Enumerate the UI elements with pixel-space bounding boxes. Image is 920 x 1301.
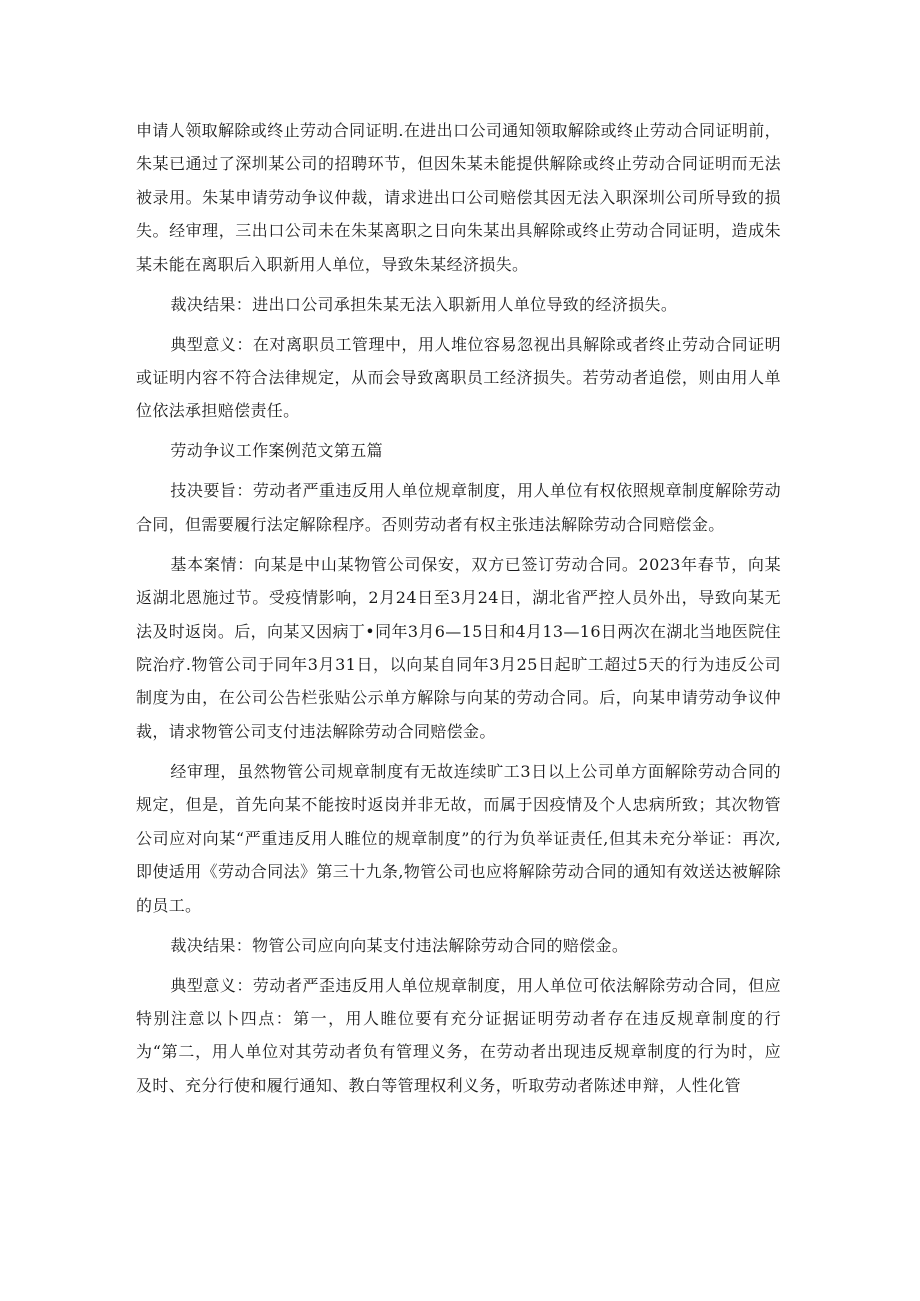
paragraph-review: 经审理，虽然物管公司规章制度有无故连续旷工3日以上公司单方面解除劳动合同的规定，但是，首先向某不能按时返岗并非无故，而属于因疫情及个人忠病所致；其次物管公司应对向某“严重违反用人睢位的规章制度”的行为负举证责任,但其未充分举证：再次,即使适用《劳动合同法》第三十九条,物管公司也应将解除劳动合同的通知有效送达被解除的员工。 xyxy=(136,761,781,915)
paragraph-typical-significance: 典型意义：在对离职员工管理中，用人堆位容易忽视出具解除或者终止劳动合同证明或证明内容不符合法律规定，从而会导致离职员工经济损失。若劳动者追偿，则由用人单位依法承担赔偿责任。 xyxy=(136,334,781,421)
paragraph-ruling-gist: 技决要旨：劳动者严重违反用人单位规章制度，用人单位有权依照规章制度解除劳动合同，但需要履行法定解除程序。否则劳动者有权主张违法解除劳动合同赔偿金。 xyxy=(136,481,781,534)
section-heading: 劳动争议工作案例范文第五篇 xyxy=(170,441,383,461)
paragraph-typical-significance-2: 典型意义：劳动者严歪违反用人单位规章制度，用人单位可依法解除劳动合同，但应特别注意以卜四点：第一，用人睢位要有充分证据证明劳动者存在违反规章制度的行为“第二，用人单位对其劳动者负有管理义务，在劳动者出现违反规章制度的行为时，应及时、充分行使和履行通知、教白等管理权利义务，听取劳动者陈述申辩，人性化管 xyxy=(136,975,781,1095)
paragraph-basic-facts: 基本案情：向某是中山某物管公司保安，双方已签订劳动合同。2023年春节，向某返湖北恩施过节。受疫情影响，2月24日至3月24日，湖北省严控人员外出，导致向某无法及时返岗。后，向某又因病丁•同年3月6—15日和4月13—16日两次在湖北当地医院住院治疗.物管公司于同年3月31日，以向某自同年3月25日起旷工超过5天的行为违反公司制度为由，在公司公告栏张贴公示单方解除与向某的劳动合同。后，向某申请劳动争议仲裁，请求物管公司支付违法解除劳动合同赔偿金。 xyxy=(136,554,781,741)
paragraph-ruling-result: 裁决结果：进出口公司承担朱某无法入职新用人单位导致的经济损失。 xyxy=(170,294,678,314)
document-body xyxy=(136,114,781,1109)
paragraph-ruling-result-2: 裁决结果：物管公司应向向某支付违法解除劳动合同的赔偿金。 xyxy=(170,935,629,955)
paragraph-case-continuation: 申请人领取解除或终止劳动合同证明.在进出口公司通知领取解除或终止劳动合同证明前，朱某已通过了深圳某公司的招聘环节，但因朱某未能提供解除或终止劳动合同证明而无法被录用。朱某申请劳动争议仲裁，请求进出口公司赔偿其因无法入职深圳公司所导致的损失。经审理，三出口公司未在朱某离职之日向朱某出具解除或终止劳动合同证明，造成朱某未能在离职后入职新用人单位，导致朱某经济损失。 xyxy=(136,121,781,274)
